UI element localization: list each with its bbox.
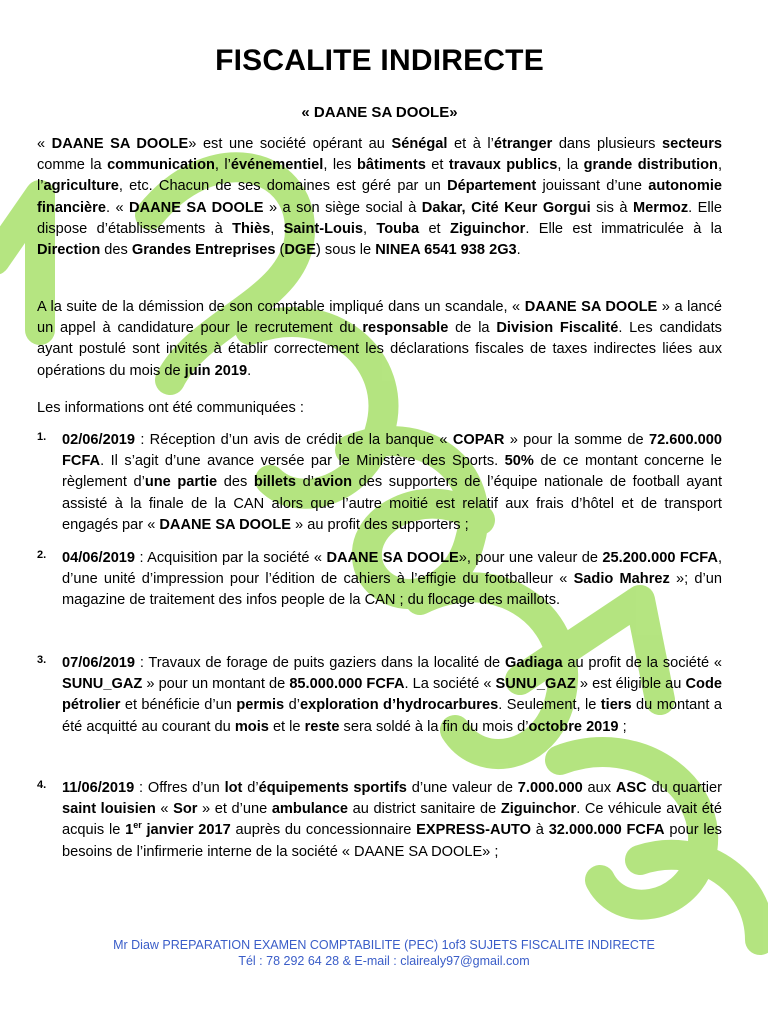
list-item-text: 04/06/2019 : Acquisition par la société « DAANE SA DOOLE», pour une valeur de 25.200.000 FCFA, d’une unité d’impression pour l’édition de cahiers à l’effigie du footballeur « Sadio Mahrez »; d’un magazine de traitement des infos people de la CAN ; du flocage des maillots. bbox=[62, 550, 723, 609]
list-item-number: 1. bbox=[37, 431, 47, 443]
intro-paragraph-2: A la suite de la démission de son comptable impliqué dans un scandale, « DAANE SA DOOLE » a lancé un appel à candidature pour le recrutement du responsable de la Division Fiscalité. Les candidats ayant postulé sont invités à établir correctement les déclarations fiscales de taxes indirectes liées aux opérations du mois de juin 2019. bbox=[37, 299, 722, 379]
list-item-text: 02/06/2019 : Réception d’un avis de crédit de la banque « COPAR » pour la somme de 72.600.000 FCFA. Il s’agit d’une avance versée par le Ministère des Sports. 50% de ce montant concerne le règlement d’une partie des billets d’avion des supporters de l’équipe nationale de football ayant assisté à la finale de la CAN alors que l’autre moitié est relatif aux frais d’hôtel et de transport engagés par « DAANE SA DOOLE » au profit des supporters ; bbox=[62, 432, 723, 533]
list-item-number: 3. bbox=[37, 654, 47, 666]
intro-paragraph-1: « DAANE SA DOOLE» est une société opérant au Sénégal et à l’étranger dans plusieurs secteurs comme la communication, l’événementiel, les bâtiments et travaux publics, la grande distribution, l’agriculture, etc. Chacun de ses domaines est géré par un Département jouissant d’une autonomie financière. « DAANE SA DOOLE » a son siège social à Dakar, Cité Keur Gorgui sis à Mermoz. Elle dispose d’établissements à Thiès, Saint-Louis, Touba et Ziguinchor. Elle est immatriculée à la Direction des Grandes Entreprises (DGE) sous le NINEA 6541 938 2G3. bbox=[37, 136, 723, 259]
list-item-text: 11/06/2019 : Offres d’un lot d’équipements sportifs d’une valeur de 7.000.000 aux ASC du quartier saint louisien « Sor » et d’une ambulance au district sanitaire de Ziguinchor. Ce véhicule avait été acquis le 1er janvier 2017 auprès du concessionnaire EXPRESS-AUTO à 32.000.000 FCFA pour les besoins de l’infirmerie interne de la société « DAANE SA DOOLE» ; bbox=[62, 780, 722, 860]
page-footer bbox=[0, 937, 768, 969]
list-item bbox=[37, 778, 722, 863]
footer-line-2: Tél : 78 292 64 28 & E-mail : clairealy97@gmail.com bbox=[238, 954, 530, 968]
list-item bbox=[37, 548, 722, 612]
list-item bbox=[37, 653, 722, 738]
intro-paragraph-3: Les informations ont été communiquées : bbox=[37, 400, 304, 416]
footer-line-1: Mr Diaw PREPARATION EXAMEN COMPTABILITE (PEC) 1of3 SUJETS FISCALITE INDIRECTE bbox=[113, 938, 655, 952]
company-subtitle: « DAANE SA DOOLE» bbox=[301, 104, 458, 121]
list-item-number: 2. bbox=[37, 549, 47, 561]
list-item-number: 4. bbox=[37, 779, 47, 791]
list-item-text: 07/06/2019 : Travaux de forage de puits gaziers dans la localité de Gadiaga au profit de la société « SUNU_GAZ » pour un montant de 85.000.000 FCFA. La société « SUNU_GAZ » est éligible au Code pétrolier et bénéficie d’un permis d’exploration d’hydrocarbures. Seulement, le tiers du montant a été acquitté au courant du mois et le reste sera soldé à la fin du mois d’octobre 2019 ; bbox=[62, 655, 722, 735]
page-title: FISCALITE INDIRECTE bbox=[215, 44, 544, 77]
list-item bbox=[37, 430, 722, 536]
